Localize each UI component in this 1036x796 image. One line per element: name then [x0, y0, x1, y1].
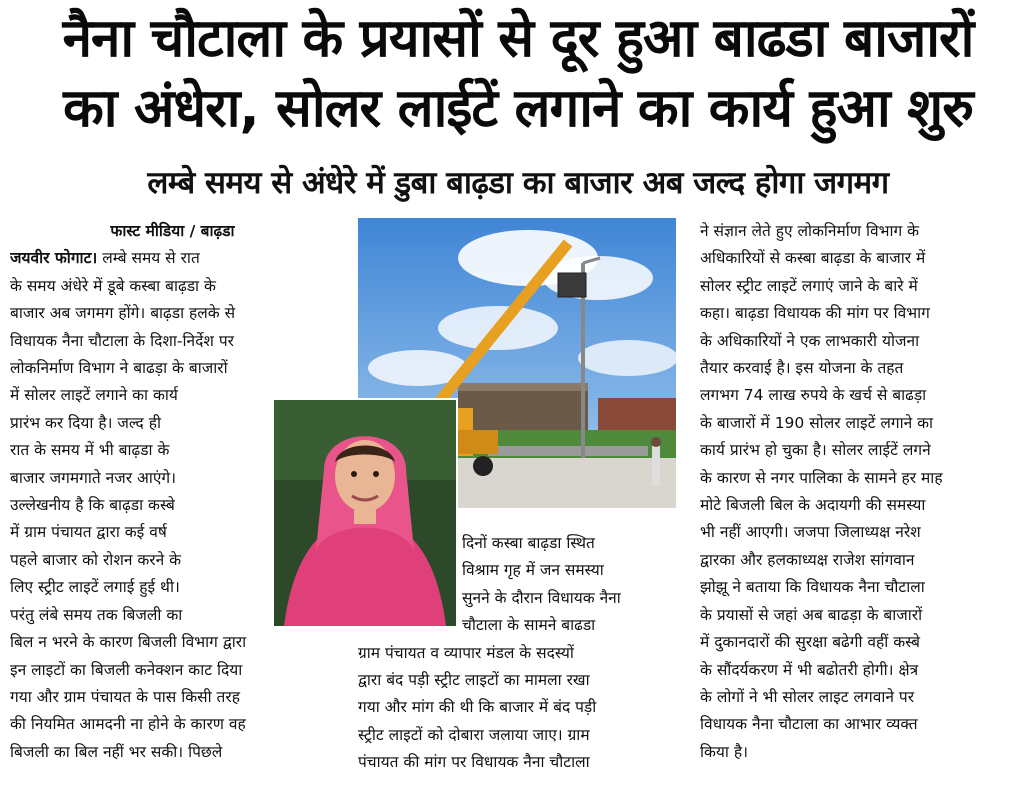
text-line: के सौंदर्यकरण में भी बढोतरी होगी। क्षेत्र	[700, 660, 919, 679]
byline-source: फास्ट मीडिया / बाढ़डा	[110, 222, 235, 240]
text-line: रात के समय में भी बाढ़डा के	[10, 441, 170, 460]
text-line: दिनों कस्बा बाढ़डा स्थित	[462, 534, 595, 552]
text-line: लिए स्ट्रीट लाइटें लगाई हुई थी।	[10, 578, 180, 597]
text-line: विधायक नैना चौटाला का आभार व्यक्त	[700, 715, 918, 734]
text-line: तैयार करवाई है। इस योजना के तहत	[700, 359, 904, 378]
text-line: के लोगों ने भी सोलर लाइट लगवाने पर	[700, 687, 915, 706]
text-line: भी नहीं आएगी। जजपा जिलाध्यक्ष नरेश	[700, 523, 921, 542]
text-line: इन लाइटों का बिजली कनेक्शन काट दिया	[10, 660, 243, 679]
headline-line-1: नैना चौटाला के प्रयासों से दूर हुआ बाढडा बाजारों	[62, 8, 974, 69]
text-line: में ग्राम पंचायत द्वारा कई वर्ष	[10, 523, 167, 542]
text-line: प्रारंभ कर दिया है। जल्द ही	[10, 413, 161, 432]
text-line: द्वारका और हलकाध्यक्ष राजेश सांगवान	[700, 550, 915, 569]
text-line: झोझू ने बताया कि विधायक नैना चौटाला	[700, 578, 925, 597]
text-line: अधिकारियों से कस्बा बाढ़डा के बाजार में	[700, 249, 926, 268]
text-line: गया और ग्राम पंचायत के पास किसी तरह	[10, 687, 240, 706]
text-line: की नियमित आमदनी ना होने के कारण वह	[10, 715, 246, 734]
article-column-3	[700, 218, 1025, 766]
text-line: विधायक नैना चौटाला के दिशा-निर्देश पर	[10, 331, 234, 350]
text-line: सोलर स्ट्रीट लाइटें लगाएं जाने के बारे में	[700, 276, 918, 295]
text-line: उल्लेखनीय है कि बाढ़डा कस्बे	[10, 496, 175, 515]
text-line: बिजली का बिल नहीं भर सकी। पिछले	[10, 742, 223, 761]
headline-line-2: का अंधेरा, सोलर लाईटें लगाने का कार्य हुआ शुरु	[63, 78, 973, 139]
text-line: के बाजारों में 190 सोलर लाइटें लगाने का	[700, 413, 934, 432]
text-line: बाजार अब जगमग होंगे। बाढ़डा हलके से	[10, 304, 236, 323]
text-line: ने संज्ञान लेते हुए लोकनिर्माण विभाग के	[700, 222, 920, 240]
text-line: ग्राम पंचायत व व्यापार मंडल के सदस्यों	[358, 643, 574, 662]
text-line: चौटाला के सामने बाढडा	[462, 616, 596, 635]
text-line: में सोलर लाइटें लगाने का कार्य	[10, 386, 178, 405]
text-line: विश्राम गृह में जन समस्या	[462, 561, 604, 580]
text-line: कार्य प्रारंभ हो चुका है। सोलर लाईटें लगने	[700, 441, 931, 460]
text-line: बाजार जगमगाते नजर आएंगे।	[10, 468, 177, 487]
article-first-line	[10, 245, 335, 272]
text-line: गया और मांग की थी कि बाजार में बंद पड़ी	[358, 698, 597, 717]
text-line: परंतु लंबे समय तक बिजली का	[10, 605, 183, 624]
article-column-2	[358, 530, 678, 777]
text-line: कहा। बाढ़डा विधायक की मांग पर विभाग	[700, 304, 930, 323]
text-line: बिल न भरने के कारण बिजली विभाग द्वारा	[10, 633, 247, 652]
text-line: पंचायत की मांग पर विधायक नैना चौटाला	[358, 753, 590, 772]
text-line: पहले बाजार को रोशन करने के	[10, 550, 182, 569]
text-line: किया है।	[700, 742, 748, 761]
byline-reporter: जयवीर फोगाट।	[10, 249, 98, 268]
text-line: लोकनिर्माण विभाग ने बाढड़ा के बाजारों	[10, 359, 228, 378]
article-first-line-text: लम्बे समय से रात	[97, 249, 200, 268]
text-line: सुनने के दौरान विधायक नैना	[462, 588, 621, 607]
subheadline: लम्बे समय से अंधेरे में डुबा बाढ़डा का बाजार अब जल्द होगा जगमग	[147, 165, 889, 201]
text-line: के कारण से नगर पालिका के सामने हर माह	[700, 468, 943, 487]
text-line: स्ट्रीट लाइटों को दोबारा जलाया जाए। ग्राम	[358, 725, 590, 744]
text-line: में दुकानदारों की सुरक्षा बढेगी वहीं कस्बे	[700, 633, 921, 652]
text-line: के अधिकारियों ने एक लाभकारी योजना	[700, 331, 920, 350]
text-line: मोटे बिजली बिल के अदायगी की समस्या	[700, 496, 926, 515]
text-line: द्वारा बंद पड़ी स्ट्रीट लाइटों का मामला रखा	[358, 671, 590, 690]
text-line: लगभग 74 लाख रुपये के खर्च से बाढड़ा	[700, 386, 927, 405]
text-line: के प्रयासों से जहां अब बाढड़ा के बाजारों	[700, 605, 923, 624]
text-line: के समय अंधेरे में डूबे कस्बा बाढ़डा के	[10, 276, 216, 295]
